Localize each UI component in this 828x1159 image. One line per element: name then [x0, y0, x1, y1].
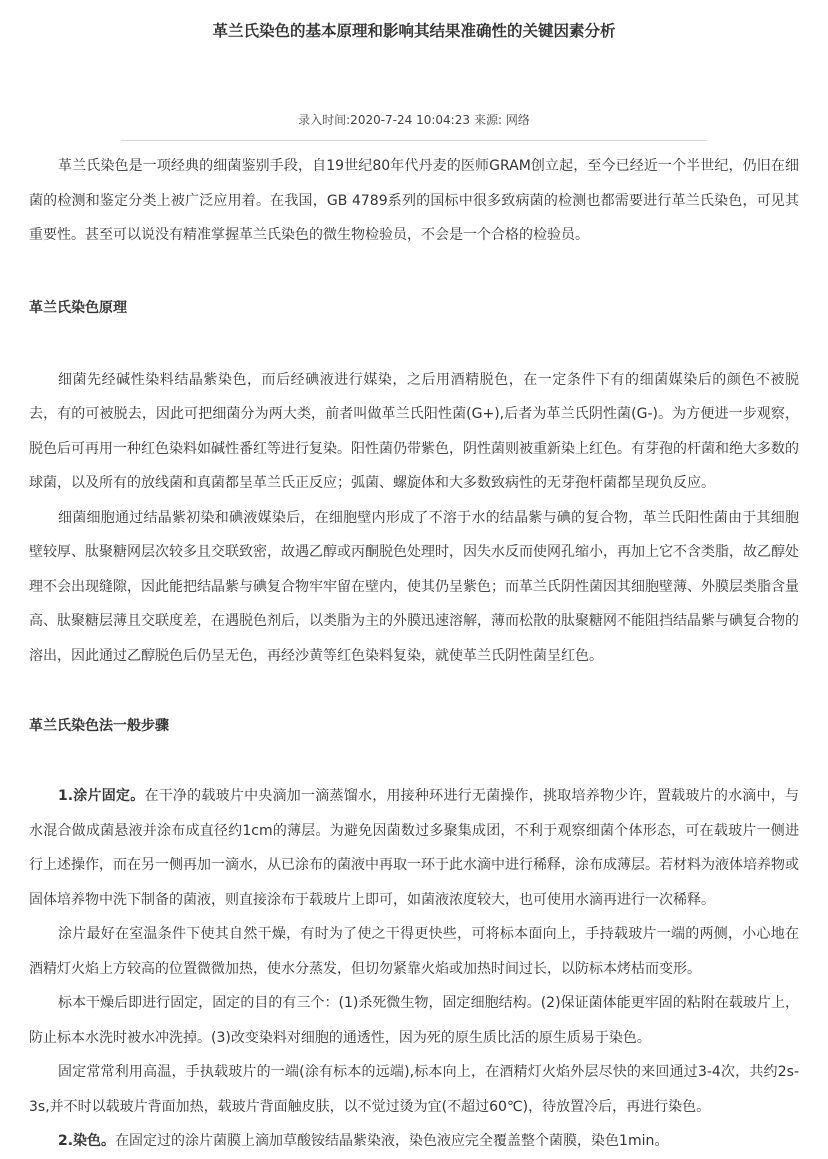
step-2-lead: 2.染色。 — [58, 1133, 116, 1149]
meta-divider — [121, 140, 707, 141]
fixation-paragraph: 标本干燥后即进行固定，固定的目的有三个：(1)杀死微生物，固定细胞结构。(2)保证菌体能更牢固的粘附在载玻片上，防止标本水洗时被水冲洗掉。(3)改变染料对细胞的通透性，因为死的原生质比活的原生质易于染色。 — [29, 995, 799, 1046]
section-heading-principle: 革兰氏染色原理 — [29, 299, 127, 316]
spacer — [29, 743, 799, 779]
publish-time: 录入时间:2020-7-24 10:04:23 — [298, 113, 470, 127]
article-source: 来源: 网络 — [474, 113, 530, 127]
step-2-text: 在固定过的涂片菌膜上滴加草酸铵结晶紫染液，染色液应完全覆盖整个菌膜，染色1min。 — [115, 1133, 669, 1149]
spacer — [29, 673, 799, 709]
heat-fixation-paragraph: 固定常常利用高温，手执载玻片的一端(涂有标本的远端),标本向上，在酒精灯火焰外层尽快的来回通过3-4次，共约2s-3s,并不时以载玻片背面加热，载玻片背面触皮肤，以不觉过烫为宜(不超过60℃)，待放置冷后，再进行染色。 — [29, 1064, 799, 1115]
principle-paragraph-2: 细菌细胞通过结晶紫初染和碘液媒染后，在细胞壁内形成了不溶于水的结晶紫与碘的复合物，革兰氏阳性菌由于其细胞壁较厚、肽聚糖网层次较多且交联致密，故遇乙醇或丙酮脱色处理时，因失水反而使网孔缩小，再加上它不含类脂，故乙醇处理不会出现缝隙，因此能把结晶紫与碘复合物牢牢留在壁内，使其仍呈紫色；而革兰氏阴性菌因其细胞壁薄、外膜层类脂含量高、肽聚糖层薄且交联度差，在遇脱色剂后，以类脂为主的外膜迅速溶解，薄而松散的肽聚糖网不能阻挡结晶紫与碘复合物的溶出，因此通过乙醇脱色后仍呈无色，再经沙黄等红色染料复染，就使革兰氏阴性菌呈红色。 — [29, 509, 799, 664]
spacer — [29, 325, 799, 363]
step-2-paragraph — [29, 1124, 799, 1159]
step-1-lead: 1.涂片固定。 — [58, 788, 145, 804]
principle-paragraph-1: 细菌先经碱性染料结晶紫染色，而后经碘液进行媒染，之后用酒精脱色，在一定条件下有的细菌媒染后的颜色不被脱去，有的可被脱去，因此可把细菌分为两大类，前者叫做革兰氏阳性菌(G+),后者为革兰氏阴性菌(G-)。为方便进一步观察，脱色后可再用一种红色染料如碱性番红等进行复染。阳性菌仍带紫色，阴性菌则被重新染上红色。有芽孢的杆菌和绝大多数的球菌，以及所有的放线菌和真菌都呈革兰氏正反应；弧菌、螺旋体和大多数致病性的无芽孢杆菌都呈现负反应。 — [29, 371, 799, 491]
article-meta — [0, 111, 828, 129]
step-1-text: 在干净的载玻片中央滴加一滴蒸馏水，用接种环进行无菌操作，挑取培养物少许，置载玻片的水滴中，与水混合做成菌悬液并涂布成直径约1cm的薄层。为避免因菌数过多聚集成团，不利于观察细菌个体形态，可在载玻片一侧进行上述操作，而在另一侧再加一滴水，从已涂布的菌液中再取一环于此水滴中进行稀释，涂布成薄层。若材料为液体培养物或固体培养物中洗下制备的菌液，则直接涂布于载玻片上即可，如菌液浓度较大，也可使用水滴再进行一次稀释。 — [29, 788, 799, 908]
step-1-paragraph — [29, 779, 799, 917]
section-heading-steps: 革兰氏染色法一般步骤 — [29, 718, 169, 734]
spacer — [29, 253, 799, 291]
drying-paragraph: 涂片最好在室温条件下使其自然干燥，有时为了使之干得更快些，可将标本面向上，手持载玻片一端的两侧，小心地在酒精灯火焰上方较高的位置微微加热，使水分蒸发，但切勿紧靠火焰或加热时间过长，以防标本烤枯而变形。 — [29, 926, 799, 977]
article-title: 革兰氏染色的基本原理和影响其结果准确性的关键因素分析 — [212, 22, 616, 40]
intro-paragraph: 革兰氏染色是一项经典的细菌鉴别手段，自19世纪80年代丹麦的医师GRAM创立起，至今已经近一个半世纪，仍旧在细菌的检测和鉴定分类上被广泛应用着。在我国，GB 4789系列的国标中很多致病菌的检测也都需要进行革兰氏染色，可见其重要性。甚至可以说没有精准掌握革兰氏染色的微生物检验员，不会是一个合格的检验员。 — [29, 158, 799, 243]
article-body — [29, 149, 799, 1159]
